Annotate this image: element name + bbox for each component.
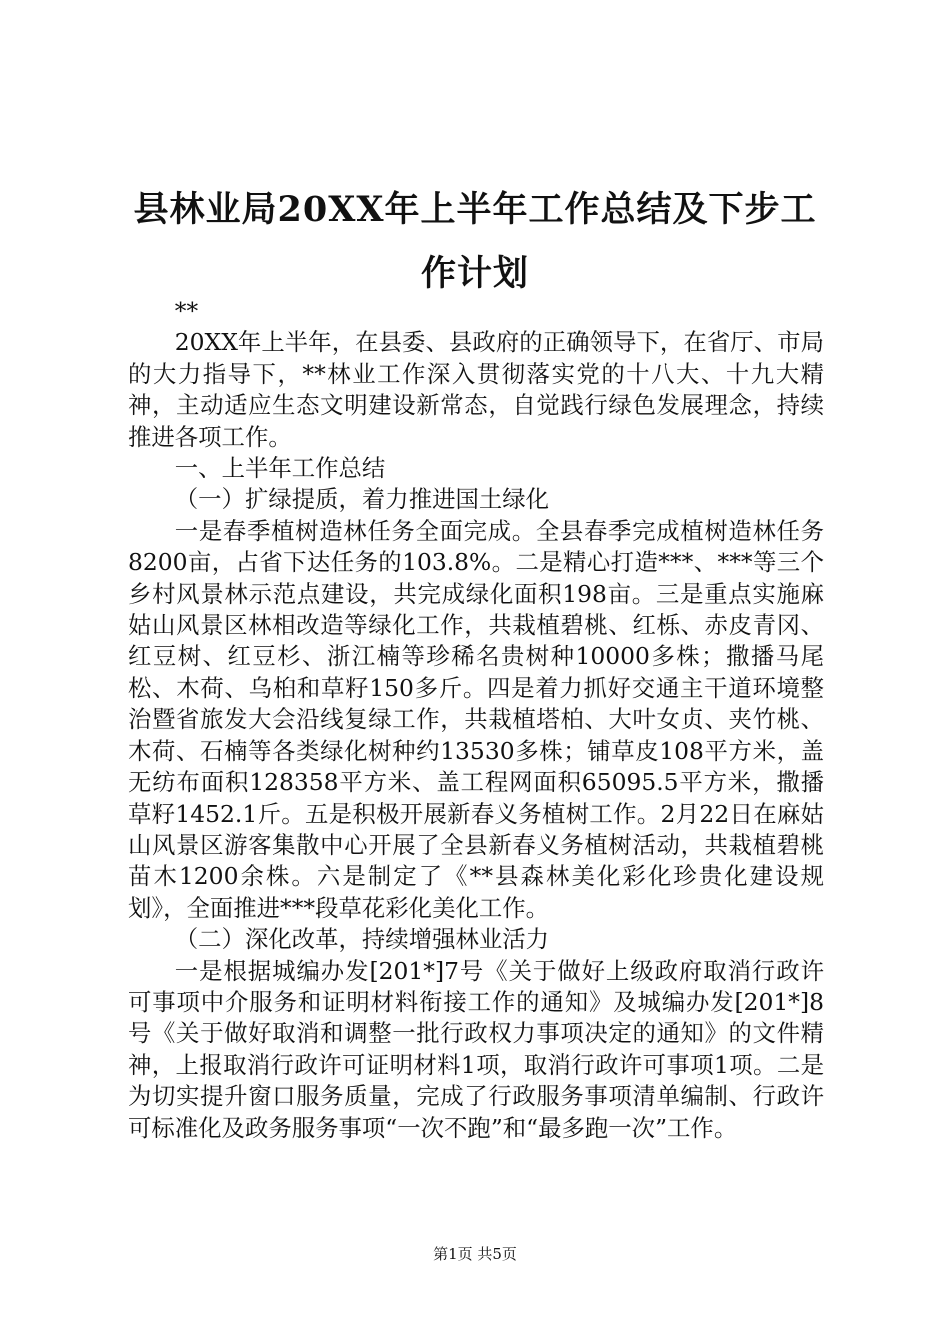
author-line: ** (174, 297, 199, 325)
subsection-heading-2: （二）深化改革，持续增强林业活力 (174, 925, 550, 954)
page-number: 第1页 共5页 (433, 1245, 517, 1263)
body-paragraph-2: 一是根据城编办发[201*]7号《关于做好上级政府取消行政许可事项中介服务和证明材料衔接工作的通知》及城编办发[201*]8号《关于做好取消和调整一批行政权力事项决定的通知》的文件精神，上报取消行政许可证明材料1项，取消行政许可事项1项。二是为切实提升窗口服务质量，完成了行政服务事项清单编制、行政许可标准化及政务服务事项“一次不跑”和“最多跑一次”工作。 (128, 956, 824, 1142)
subsection-heading-1: （一）扩绿提质，着力推进国土绿化 (174, 485, 550, 514)
body-paragraph-1: 一是春季植树造林任务全面完成。全县春季完成植树造林任务8200亩，占省下达任务的103.8%。二是精心打造***、***等三个乡村风景林示范点建设，共完成绿化面积198亩。三是重点实施麻姑山风景区林相改造等绿化工作，共栽植碧桃、红栎、赤皮青冈、红豆树、红豆杉、浙江楠等珍稀名贵树种10000多株；撒播马尾松、木荷、乌桕和草籽150多斤。四是着力抓好交通主干道环境整治暨省旅发大会沿线复绿工作，共栽植塔柏、大叶女贞、夹竹桃、木荷、石楠等各类绿化树种约13530多株；铺草皮108平方米，盖无纺布面积128358平方米、盖工程网面积65095.5平方米，撒播草籽1452.1斤。五是积极开展新春义务植树工作。2月22日在麻姑山风景区游客集散中心开展了全县新春义务植树活动，共栽植碧桃苗木1200余株。六是制定了《**县森林美化彩化珍贵化建设规划》，全面推进***段草花彩化美化工作。 (128, 516, 824, 922)
document-title: 县林业局20XX年上半年工作总结及下步工作计划 (133, 189, 817, 294)
intro-paragraph: 20XX年上半年，在县委、县政府的正确领导下，在省厅、市局的大力指导下，**林业工作深入贯彻落实党的十八大、十九大精神，主动适应生态文明建设新常态，自觉践行绿色发展理念，持续推进各项工作。 (128, 328, 824, 451)
section-heading: 一、上半年工作总结 (174, 454, 386, 483)
document-body (128, 296, 824, 1144)
